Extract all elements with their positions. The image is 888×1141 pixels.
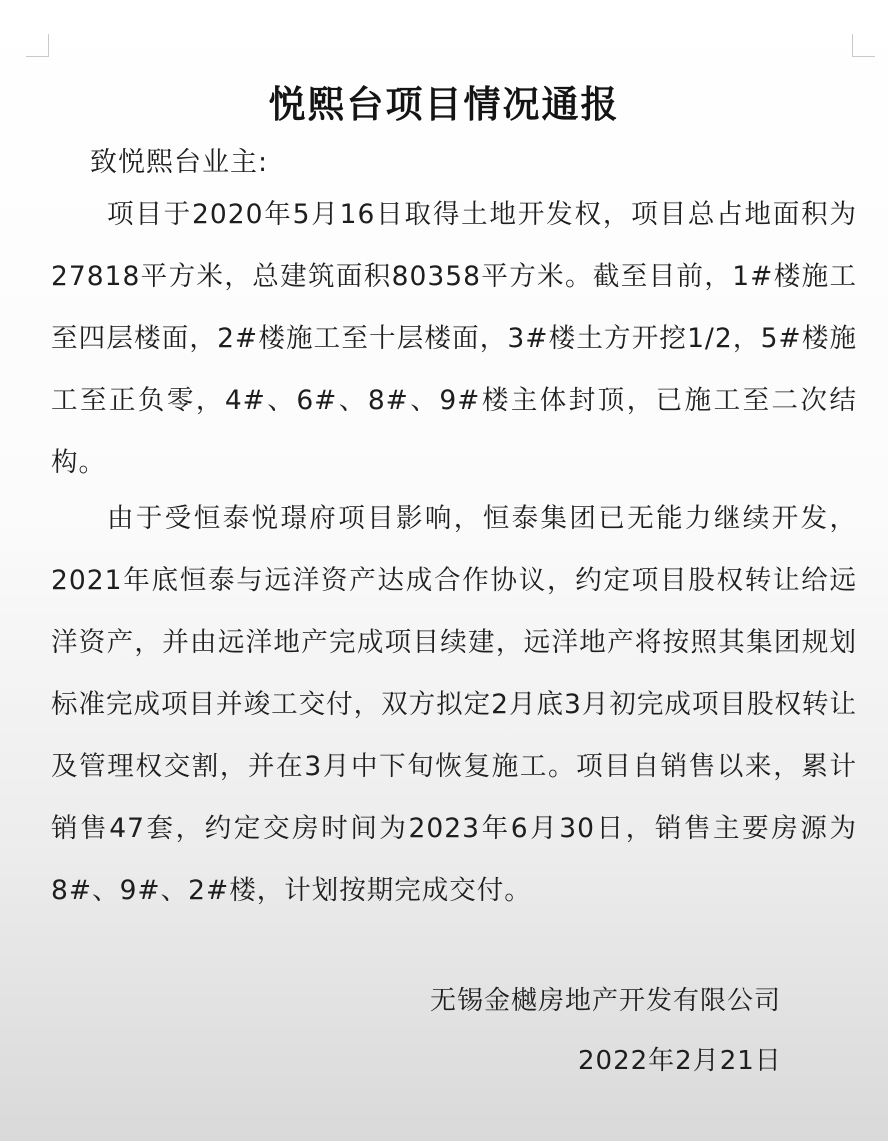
- paragraph-transfer-and-delivery: 由于受恒泰悦璟府项目影响，恒泰集团已无能力继续开发，2021年底恒泰与远洋资产达成合作协议，约定项目股权转让给远洋资产，并由远洋地产完成项目续建，远洋地产将按照其集团规划标准完成项目并竣工交付，双方拟定2月底3月初完成项目股权转让及管理权交割，并在3月中下旬恢复施工。项目自销售以来，累计销售47套，约定交房时间为2023年6月30日，销售主要房源为8#、9#、2#楼，计划按期完成交付。: [51, 503, 857, 906]
- page-corner-mark-top-left: [26, 34, 49, 57]
- notice-date: 2022年2月21日: [578, 1046, 782, 1076]
- document-title: 悦熙台项目情况通报: [268, 83, 620, 126]
- salutation: 致悦熙台业主:: [90, 147, 269, 178]
- paragraph-project-status: 项目于2020年5月16日取得土地开发权，项目总占地面积为27818平方米，总建筑面积80358平方米。截至目前，1#楼施工至四层楼面，2#楼施工至十层楼面，3#楼土方开挖1/2，5#楼施工至正负零，4#、6#、8#、9#楼主体封顶，已施工至二次结构。: [51, 199, 857, 478]
- page-corner-mark-top-right: [852, 34, 875, 57]
- company-signature: 无锡金樾房地产开发有限公司: [430, 986, 782, 1016]
